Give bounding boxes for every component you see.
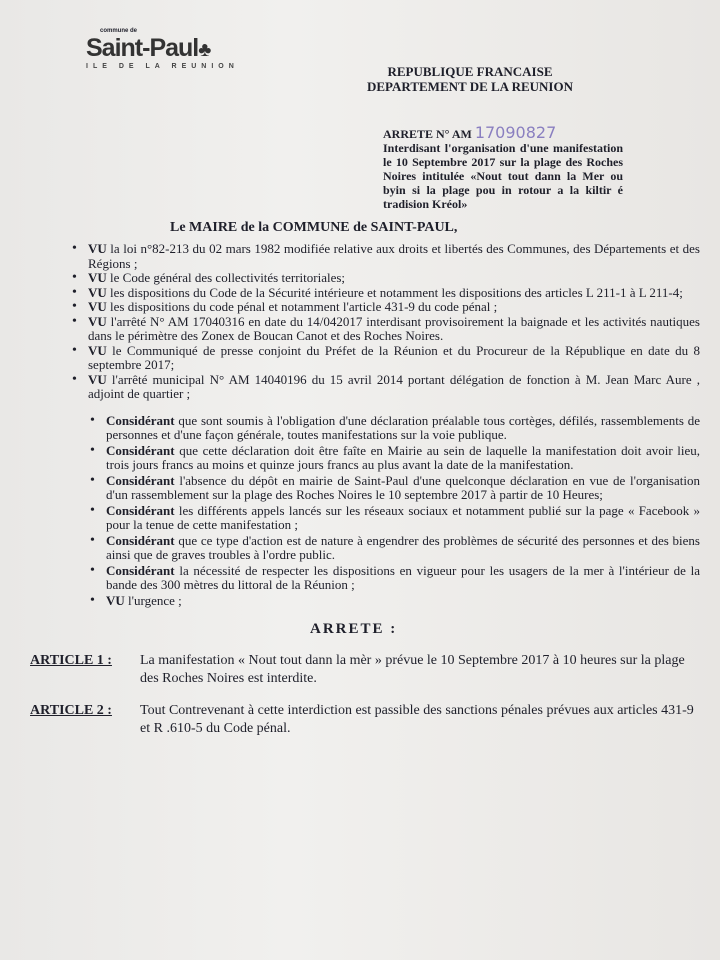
arrete-title: Interdisant l'organisation d'une manifestation le 10 Septembre 2017 sur la plage des Roches Noires intitulée «Nout tout dann la Mer ou byin si la plage pou in rotour a la kiltir é tradision Kréol»: [383, 141, 623, 211]
article-text: Tout Contrevenant à cette interdiction est passible des sanctions pénales prévues aux articles 431-9 et R .610-5 du Code pénal.: [140, 703, 694, 736]
item-keyword: VU: [88, 241, 107, 256]
item-keyword: VU: [88, 371, 107, 387]
header: [340, 64, 600, 94]
item-text: les différents appels lancés sur les réseaux sociaux et notamment publié sur la page « Facebook » pour la tenue de cette manifestation ;: [106, 502, 700, 532]
item-text: le Communiqué de presse conjoint du Préfet de la Réunion et du Procureur de la République en date du 8 septembre 2017;: [88, 342, 700, 372]
list-item: [88, 300, 700, 315]
item-text: les dispositions du code pénal et notamment l'article 431-9 du code pénal ;: [106, 299, 498, 314]
article-label: ARTICLE 1 :: [30, 653, 112, 668]
header-departement: DEPARTEMENT DE LA REUNION: [366, 79, 573, 94]
item-keyword: VU: [88, 313, 107, 329]
item-text: l'arrêté N° AM 17040316 en date du 14/042017 interdisant provisoirement la baignade et les activités nautiques dans le périmètre des Zonex de Boucan Canot et des Roches Noires.: [88, 313, 700, 343]
logo-name: Saint-Paul: [86, 34, 199, 62]
item-text: que cette déclaration doit être faîte en Mairie au sein de laquelle la manifestation doit avoir lieu, trois jours francs au moins et quinze jours francs au plus avant la date de la manifestation.: [106, 442, 700, 472]
article-text: La manifestation « Nout tout dann la mèr » prévue le 10 Septembre 2017 à 10 heures sur la plage des Roches Noires est interdite.: [140, 653, 685, 686]
logo-sub: ILE DE LA REUNION: [86, 63, 239, 70]
item-keyword: VU: [88, 270, 107, 285]
item-keyword: VU: [88, 299, 107, 314]
letterhead: [0, 26, 700, 126]
item-text: les dispositions du Code de la Sécurité intérieure et notamment les dispositions des articles L 211-1 à L 211-4;: [106, 284, 683, 300]
item-text: la nécessité de respecter les dispositions en vigueur pour les usagers de la mer à l'intérieur de la bande des 300 mètres du littoral de la Réunion ;: [106, 562, 700, 592]
list-item: [106, 564, 700, 593]
arrete-prefix: ARRETE N° AM: [383, 127, 472, 141]
item-text: l'absence du dépôt en mairie de Saint-Paul d'une quelconque déclaration en vue de l'organisation d'un rassemblement sur la plage des Roches Noires le 10 septembre 2017 à partir de 10 Heures;: [106, 472, 700, 502]
list-item: [106, 444, 700, 473]
article-1: [30, 652, 700, 688]
list-item: [88, 271, 700, 286]
arrete-number-handwritten: 17090827: [474, 123, 557, 142]
list-item: [88, 315, 700, 344]
list-item: [106, 504, 700, 533]
item-keyword: Considérant: [106, 502, 175, 518]
list-item: [88, 344, 700, 373]
logo-top: commune de: [100, 28, 138, 34]
list-item: [106, 474, 700, 503]
list-item: [88, 286, 700, 301]
item-keyword: VU: [88, 284, 107, 300]
item-text: la loi n°82-213 du 02 mars 1982 modifiée relative aux droits et libertés des Communes, des Départements et des Régions ;: [88, 241, 700, 271]
list-item: [106, 534, 700, 563]
article-2: [30, 702, 700, 738]
list-item: [106, 594, 700, 609]
item-keyword: VU: [106, 592, 125, 608]
item-text: le Code général des collectivités territoriales;: [106, 270, 346, 285]
item-text: que ce type d'action est de nature à engendrer des problèmes de sécurité des personnes et des biens ainsi que de graves troubles à l'ordre public.: [106, 532, 700, 562]
item-keyword: Considérant: [106, 442, 175, 458]
item-text: que sont soumis à l'obligation d'une déclaration préalable tous cortèges, défilés, rassemblements de personnes et d'une façon générale, toutes manifestations sur la voie publique.: [106, 412, 700, 442]
item-keyword: Considérant: [106, 472, 175, 488]
item-keyword: Considérant: [106, 532, 175, 548]
header-republique: REPUBLIQUE FRANCAISE: [387, 64, 553, 79]
list-item: [88, 373, 700, 402]
article-label: ARTICLE 2 :: [30, 703, 112, 718]
item-keyword: VU: [88, 342, 107, 358]
item-keyword: Considérant: [106, 562, 175, 578]
maire-heading: Le MAIRE de la COMMUNE de SAINT-PAUL,: [170, 220, 458, 235]
list-item: [88, 242, 700, 271]
vu-list: [88, 242, 700, 402]
saint-paul-logo: [86, 28, 239, 70]
considerant-list: [106, 414, 700, 609]
tree-icon: ♣: [198, 39, 212, 61]
arrete-heading: ARRETE :: [310, 621, 398, 637]
arrete-block: [383, 123, 623, 211]
item-keyword: Considérant: [106, 412, 175, 428]
item-text: l'urgence ;: [124, 592, 182, 608]
list-item: [106, 414, 700, 443]
item-text: l'arrêté municipal N° AM 14040196 du 15 avril 2014 portant délégation de fonction à M. Jean Marc Aure , adjoint de quartier ;: [88, 371, 700, 401]
